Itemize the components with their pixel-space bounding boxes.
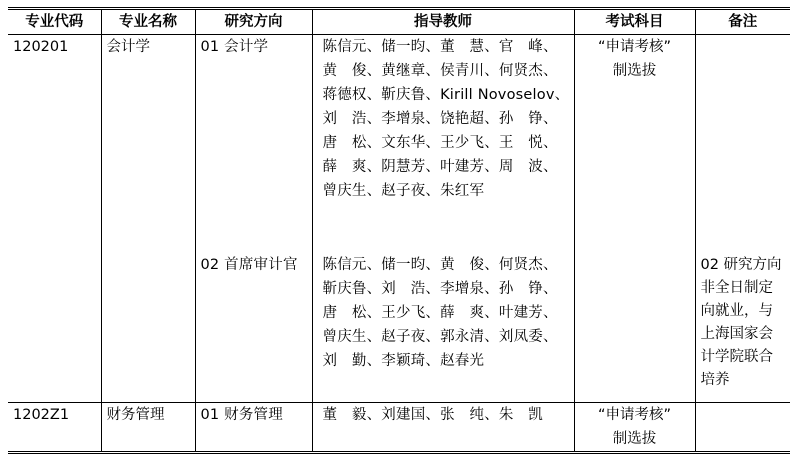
note-line: 非全日制定 — [700, 280, 773, 296]
teacher-line: 唐 松、王少飞、薛 爽、叶建芳、 — [322, 305, 558, 321]
direction-label: 02 首席审计官 — [200, 257, 298, 273]
teacher-line: 陈信元、储一昀、黄 俊、何贤杰、 — [322, 257, 558, 273]
exam-cell — [574, 35, 695, 403]
table-row — [8, 35, 790, 403]
teacher-line: 唐 松、文东华、王少飞、王 悦、 — [322, 135, 558, 151]
teacher-line: 薛 爽、阴慧芳、叶建芳、周 波、 — [322, 159, 558, 175]
major-code-cell: 1202Z1 — [8, 403, 101, 453]
direction-cell — [195, 403, 312, 453]
exam-line: “申请考核” — [597, 39, 672, 55]
table-row — [8, 403, 790, 453]
exam-cell — [574, 403, 695, 453]
header-name: 专业名称 — [101, 9, 195, 35]
note-cell — [695, 35, 790, 403]
direction-cell — [195, 35, 312, 403]
table-header-row — [8, 9, 790, 35]
note-line: 向就业，与 — [700, 303, 773, 319]
exam-line: 制选拔 — [612, 431, 657, 447]
teacher-line: 黄 俊、黄继章、侯青川、何贤杰、 — [322, 63, 558, 79]
teacher-line: 董 毅、刘建国、张 纯、朱 凯 — [322, 407, 543, 423]
major-name-cell: 会计学 — [101, 35, 195, 403]
header-code: 专业代码 — [8, 9, 101, 35]
teacher-line: 刘 勤、李颖琦、赵春光 — [322, 353, 485, 369]
direction-label: 01 财务管理 — [200, 407, 283, 423]
teacher-line: 曾庆生、赵子夜、朱红军 — [322, 183, 485, 199]
header-exam: 考试科目 — [574, 9, 695, 35]
major-code-cell: 120201 — [8, 35, 101, 403]
teacher-line: 刘 浩、李增泉、饶艳超、孙 铮、 — [322, 111, 558, 127]
note-line: 计学院联合 — [700, 349, 773, 365]
note-cell — [695, 403, 790, 453]
header-teachers: 指导教师 — [312, 9, 574, 35]
direction-label: 01 会计学 — [200, 39, 269, 55]
header-direction: 研究方向 — [195, 9, 312, 35]
program-table — [8, 7, 790, 454]
note-line: 培养 — [700, 372, 730, 388]
teacher-line: 陈信元、储一昀、董 慧、官 峰、 — [322, 39, 558, 55]
teacher-line: 靳庆鲁、刘 浩、李增泉、孙 铮、 — [322, 281, 558, 297]
teachers-cell — [312, 35, 574, 403]
header-note: 备注 — [695, 9, 790, 35]
major-name-cell: 财务管理 — [101, 403, 195, 453]
teacher-line: 蒋德权、靳庆鲁、Kirill Novoselov、 — [322, 87, 570, 103]
note-line: 上海国家会 — [700, 326, 773, 342]
teachers-cell — [312, 403, 574, 453]
teacher-line: 曾庆生、赵子夜、郭永清、刘凤委、 — [322, 329, 558, 345]
exam-line: “申请考核” — [597, 407, 672, 423]
exam-line: 制选拔 — [612, 63, 657, 79]
note-line: 02 研究方向 — [700, 257, 782, 273]
